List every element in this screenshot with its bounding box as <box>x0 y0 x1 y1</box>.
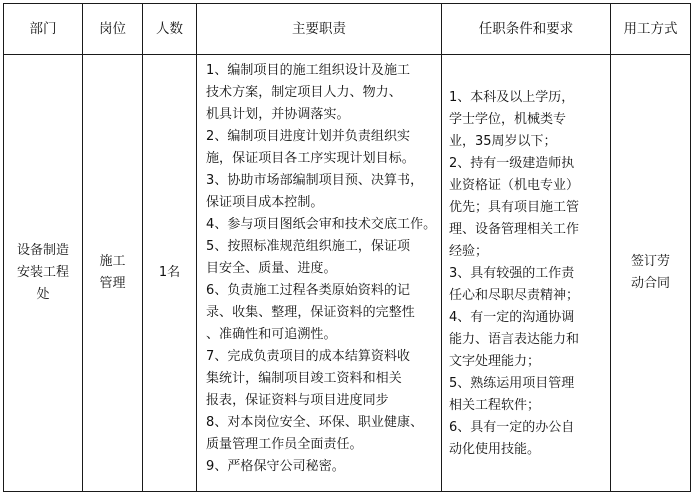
duty-line: 5、按照标准规范组织施工，保证项 <box>206 239 411 254</box>
duty-line: 机具计划，并协调落实。 <box>206 107 350 122</box>
requirement-line: 4、有一定的沟通协调 <box>449 310 575 325</box>
requirement-line: 6、具有一定的办公自 <box>449 420 575 435</box>
duty-line: 6、负责施工过程各类原始资料的记 <box>206 283 411 298</box>
header-count: 人数 <box>143 4 197 55</box>
duty-line: 3、协助市场部编制项目预、决算书， <box>206 173 424 188</box>
requirement-line: 任心和尽职尽责精神； <box>449 288 580 303</box>
duty-line: 1、编制项目的施工组织设计及施工 <box>206 63 411 78</box>
requirement-line: 动化使用技能。 <box>449 442 541 457</box>
duty-line: 7、完成负责项目的成本结算资料收 <box>206 349 411 364</box>
duty-line: 目安全、质量、进度。 <box>206 261 337 276</box>
requirement-line: 3、具有较强的工作责 <box>449 266 575 281</box>
employment-line: 签订劳 <box>630 254 670 269</box>
duty-line: 、准确性和可追溯性。 <box>206 327 337 342</box>
position-line: 施工 <box>99 254 126 269</box>
cell-requirements <box>442 55 611 492</box>
header-employment-type: 用工方式 <box>611 4 691 55</box>
position-line: 管理 <box>99 276 126 291</box>
cell-position <box>83 55 143 492</box>
header-position: 岗位 <box>83 4 143 55</box>
department-line: 安装工程 <box>16 265 69 280</box>
header-requirements: 任职条件和要求 <box>442 4 611 55</box>
requirement-line: 文字处理能力； <box>449 354 541 369</box>
requirement-line: 学士学位，机械类专 <box>449 112 567 127</box>
duty-line: 4、参与项目图纸会审和技术交底工作。 <box>206 217 437 232</box>
duty-line: 质量管理工作员全面责任。 <box>206 437 363 452</box>
requirement-line: 理、设备管理相关工作 <box>449 222 580 237</box>
job-table <box>3 3 691 492</box>
duty-line: 录、收集、整理，保证资料的完整性 <box>206 305 415 320</box>
duty-line: 施，保证项目各工序实现计划目标。 <box>206 151 415 166</box>
duty-line: 8、对本岗位安全、环保、职业健康、 <box>206 415 424 430</box>
header-department: 部门 <box>4 4 83 55</box>
duty-line: 技术方案，制定项目人力、物力、 <box>206 85 402 100</box>
cell-employment-type <box>611 55 691 492</box>
department-line: 处 <box>36 287 50 302</box>
requirement-line: 2、持有一级建造师执 <box>449 156 575 171</box>
department-line: 设备制造 <box>16 243 69 258</box>
duty-line: 报表，保证资料与项目进度同步 <box>206 393 389 408</box>
requirement-line: 相关工程软件； <box>449 398 541 413</box>
requirement-line: 业，35周岁以下； <box>449 134 557 149</box>
requirement-line: 优先；具有项目施工管 <box>449 200 580 215</box>
requirement-line: 业资格证（机电专业） <box>449 178 580 193</box>
header-duties: 主要职责 <box>197 4 442 55</box>
employment-line: 动合同 <box>630 276 670 291</box>
cell-count: 1名 <box>143 55 197 492</box>
cell-duties <box>197 55 442 492</box>
duty-line: 9、严格保守公司秘密。 <box>206 459 345 474</box>
duty-line: 保证项目成本控制。 <box>206 195 324 210</box>
requirement-line: 1、本科及以上学历， <box>449 90 575 105</box>
duty-line: 集统计，编制项目竣工资料和相关 <box>206 371 402 386</box>
requirement-line: 能力、语言表达能力和 <box>449 332 580 347</box>
duty-line: 2、编制项目进度计划并负责组织实 <box>206 129 411 144</box>
requirement-line: 经验； <box>449 244 489 259</box>
header-row <box>4 4 691 55</box>
requirement-line: 5、熟练运用项目管理 <box>449 376 575 391</box>
cell-department <box>4 55 83 492</box>
table-row <box>4 55 691 492</box>
